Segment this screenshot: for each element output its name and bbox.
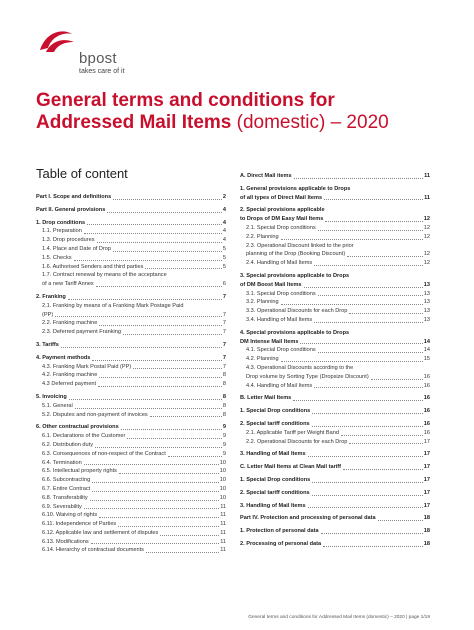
bpost-logo (36, 28, 166, 82)
toc-entry[interactable] (240, 373, 430, 382)
toc-entry[interactable] (36, 441, 226, 450)
toc-leader-dots (91, 543, 220, 544)
toc-entry-title: 2.3. Operational Discount linked to the prior (246, 242, 354, 249)
toc-entry-page: 13 (423, 316, 430, 323)
toc-entry-title: 6. Other contractual provisions (36, 424, 119, 431)
toc-entry-title: 5.2. Disputes and non-payment of invoices (42, 411, 148, 418)
toc-entry-title: (PP) (42, 311, 54, 318)
toc-entry-page: 7 (222, 341, 226, 348)
toc-entry-page: 11 (220, 538, 226, 545)
toc-entry[interactable] (240, 364, 430, 373)
toc-entry-title: 1.4. Place and Date of Drop (42, 245, 112, 252)
toc-entry[interactable] (36, 529, 226, 538)
toc-entry[interactable] (36, 254, 226, 263)
toc-leader-dots (92, 360, 221, 361)
toc-entry-page: 7 (222, 363, 226, 370)
toc-entry-title: 1.5. Checks (42, 254, 72, 261)
toc-entry[interactable] (36, 459, 226, 468)
toc-entry[interactable] (240, 329, 430, 338)
toc-entry-page: 9 (222, 450, 226, 457)
toc-entry[interactable] (240, 420, 430, 429)
toc-entry[interactable] (36, 271, 226, 280)
toc-entry-page: 13 (423, 290, 430, 297)
toc-entry[interactable] (240, 281, 430, 290)
toc-leader-dots (68, 299, 222, 300)
toc-entry-page: 7 (222, 293, 226, 300)
toc-entry-page: 8 (222, 411, 226, 418)
toc-entry[interactable] (36, 341, 226, 350)
toc-entry-page: 16 (423, 408, 430, 415)
toc-leader-dots (300, 343, 422, 344)
toc-leader-dots (92, 482, 219, 483)
toc-entry-title: 4.3. Franking Mark Postal Paid (PP) (42, 363, 132, 370)
toc-leader-dots (99, 517, 219, 518)
toc-leader-dots (281, 361, 423, 362)
toc-entry-title: 2.1. Applicable Tariff per Weight Band (246, 429, 339, 436)
toc-leader-dots (325, 221, 422, 222)
toc-entry-page: 11 (220, 547, 226, 554)
toc-entry[interactable] (36, 411, 226, 420)
toc-leader-dots (318, 230, 423, 231)
toc-entry[interactable] (240, 298, 430, 307)
toc-leader-dots (308, 456, 423, 457)
toc-entry[interactable] (240, 233, 430, 242)
toc-entry-title: 2. Special tariff conditions (240, 489, 310, 496)
toc-entry[interactable] (240, 206, 430, 215)
toc-entry[interactable] (240, 382, 430, 391)
toc-leader-dots (119, 473, 219, 474)
toc-entry[interactable] (36, 263, 226, 272)
toc-leader-dots (84, 233, 222, 234)
toc-entry[interactable] (36, 546, 226, 555)
toc-leader-dots (118, 526, 219, 527)
toc-entry[interactable] (240, 307, 430, 316)
toc-leader-dots (146, 552, 219, 553)
toc-entry[interactable] (240, 194, 430, 203)
toc-entry-title: 3. Handling of Mail Items (240, 451, 306, 458)
toc-leader-dots (160, 535, 219, 536)
toc-entry[interactable] (240, 450, 430, 459)
toc-entry-title: 4.2. Franking machine (42, 372, 98, 379)
toc-entry-title: 1. Special Drop conditions (240, 476, 311, 483)
toc-entry-title: 6.7. Entire Contract (42, 485, 91, 492)
toc-leader-dots (99, 325, 222, 326)
toc-entry-title: Drop volume by Sorting Type (Dropsize Discount) (246, 373, 369, 380)
toc-entry-page: 17 (423, 476, 430, 483)
toc-entry-page: 10 (219, 468, 226, 475)
toc-leader-dots (74, 260, 222, 261)
toc-entry[interactable] (36, 393, 226, 402)
toc-leader-dots (314, 265, 423, 266)
toc-leader-dots (378, 520, 423, 521)
toc-entry-page: 14 (423, 338, 430, 345)
toc-entry[interactable] (36, 293, 226, 302)
toc-leader-dots (123, 334, 222, 335)
page-footer: General terms and conditions for Addressed Mail Items (domestic) – 2020 | page 1/19 (248, 615, 430, 620)
toc-entry-title: 6.2. Distribution duty (42, 441, 93, 448)
toc-leader-dots (90, 500, 219, 501)
toc-entry-page: 10 (219, 459, 226, 466)
toc-leader-dots (99, 377, 222, 378)
toc-entry-page: 17 (423, 451, 430, 458)
toc-entry-page: 6 (222, 281, 226, 288)
toc-entry-page: 5 (222, 254, 226, 261)
brand-tagline: takes care of it (79, 68, 125, 75)
toc-entry-title: 3.4. Handling of Mail Items (246, 316, 313, 323)
toc-entry-page: 12 (423, 216, 430, 223)
toc-entry-title: of DM Boost Mail Items (240, 281, 302, 288)
toc-entry-title: planning of the Drop (Booking Discount) (246, 251, 346, 258)
toc-entry-title: 1.7. Contract renewal by means of the acceptance (42, 272, 167, 279)
toc-entry-page: 13 (423, 308, 430, 315)
toc-entry[interactable] (36, 450, 226, 459)
toc-leader-dots (95, 447, 222, 448)
toc-entry-page: 9 (222, 424, 226, 431)
toc-list-left (36, 193, 226, 555)
toc-entry[interactable] (36, 193, 226, 202)
toc-entry-page: 2 (222, 194, 226, 200)
toc-leader-dots (281, 304, 423, 305)
toc-entry-page: 12 (423, 224, 430, 231)
toc-entry[interactable] (240, 527, 430, 536)
toc-entry[interactable] (36, 227, 226, 236)
toc-entry-title: 2.4. Handling of Mail Items (246, 260, 313, 267)
toc-entry-title: 4. Special provisions applicable to Drops (240, 329, 350, 336)
toc-entry[interactable] (36, 494, 226, 503)
brand-name: bpost (79, 50, 117, 67)
toc-entry-page: 17 (423, 438, 430, 445)
toc-entry-title: 2.2. Operational Discounts for each Drop (246, 438, 348, 445)
toc-entry-title: of a new Tariff Annex (42, 281, 94, 288)
toc-entry-page: 18 (423, 528, 430, 535)
toc-leader-dots (341, 435, 423, 436)
toc-leader-dots (314, 387, 423, 388)
toc-entry-title: 2.2. Franking machine (42, 320, 98, 327)
toc-entry-title: 6.12. Applicable law and settlement of disputes (42, 529, 159, 536)
toc-entry[interactable] (36, 380, 226, 389)
toc-entry[interactable] (36, 432, 226, 441)
toc-entry[interactable] (36, 219, 226, 228)
toc-entry-page: 16 (423, 429, 430, 436)
toc-entry[interactable] (240, 338, 430, 347)
toc-entry[interactable] (240, 272, 430, 281)
toc-entry-page: 16 (423, 420, 430, 427)
toc-leader-dots (121, 429, 222, 430)
toc-leader-dots (145, 268, 222, 269)
bpost-horn-icon (36, 28, 76, 54)
toc-entry-title: 6.9. Severability (42, 503, 82, 510)
toc-entry-title: 6.5. Intellectual property rights (42, 468, 117, 475)
toc-entry-page: 14 (423, 347, 430, 354)
toc-heading: Table of content (36, 166, 128, 181)
toc-entry[interactable] (36, 319, 226, 328)
toc-entry[interactable] (240, 172, 430, 181)
toc-entry-page: 10 (219, 494, 226, 501)
toc-leader-dots (92, 491, 219, 492)
toc-entry-page: 8 (222, 372, 226, 379)
toc-leader-dots (84, 508, 219, 509)
toc-entry-title: 3.1. Special Drop conditions (246, 290, 316, 297)
toc-entry[interactable] (36, 302, 226, 311)
toc-leader-dots (343, 469, 423, 470)
toc-entry[interactable] (240, 502, 430, 511)
toc-entry[interactable] (240, 355, 430, 364)
toc-leader-dots (304, 287, 423, 288)
toc-entry[interactable] (36, 538, 226, 547)
toc-entry-title: 1.3. Drop procedures (42, 237, 95, 244)
toc-entry-title: A. Direct Mail items (240, 173, 292, 179)
toc-leader-dots (133, 368, 222, 369)
toc-entry-title: 4. Payment methods (36, 354, 91, 361)
toc-leader-dots (323, 546, 423, 547)
toc-entry-page: 7 (222, 329, 226, 336)
toc-entry[interactable] (36, 311, 226, 320)
toc-entry-title: 4.1. Special Drop conditions (246, 347, 316, 354)
toc-entry[interactable] (36, 354, 226, 363)
toc-entry[interactable] (36, 402, 226, 411)
toc-leader-dots (312, 413, 423, 414)
toc-leader-dots (61, 347, 222, 348)
toc-entry[interactable] (36, 511, 226, 520)
toc-entry[interactable] (240, 224, 430, 233)
toc-entry-page: 5 (222, 263, 226, 270)
toc-right-column (240, 168, 430, 549)
toc-entry[interactable] (240, 290, 430, 299)
toc-entry-page: 9 (222, 433, 226, 440)
toc-entry-page: 16 (423, 373, 430, 380)
toc-entry-title: 1. General provisions applicable to Drops (240, 185, 351, 192)
toc-entry-title: 3. Handling of Mail Items (240, 502, 306, 509)
toc-leader-dots (349, 313, 422, 314)
toc-entry[interactable] (240, 438, 430, 447)
toc-entry-page: 16 (423, 395, 430, 402)
toc-leader-dots (314, 322, 423, 323)
toc-entry-page: 12 (423, 260, 430, 267)
toc-entry-page: 18 (423, 515, 430, 522)
toc-leader-dots (308, 507, 423, 508)
toc-leader-dots (312, 426, 423, 427)
toc-entry[interactable] (36, 236, 226, 245)
toc-entry-title: C. Letter Mail Items at Clean Mail tariff (240, 464, 342, 471)
toc-entry-page: 4 (222, 206, 226, 213)
toc-leader-dots (321, 533, 423, 534)
toc-leader-dots (318, 352, 423, 353)
toc-entry-page: 8 (222, 381, 226, 388)
document-title (36, 90, 436, 134)
toc-entry[interactable] (240, 463, 430, 472)
toc-entry-title: 1.6. Authorised Senders and third parties (42, 263, 144, 270)
toc-entry-title: 6.11. Independence of Parties (42, 521, 117, 528)
toc-leader-dots (312, 482, 423, 483)
toc-entry-page: 10 (219, 485, 226, 492)
toc-entry-page: 7 (222, 311, 226, 318)
toc-entry[interactable] (240, 394, 430, 403)
toc-entry-page: 18 (423, 540, 430, 547)
toc-entry[interactable] (36, 423, 226, 432)
toc-entry-page: 8 (222, 402, 226, 409)
toc-entry[interactable] (36, 520, 226, 529)
toc-entry-title: 5.1. General (42, 402, 73, 409)
toc-entry-page: 8 (222, 393, 226, 400)
toc-entry[interactable] (240, 407, 430, 416)
toc-entry-page: 11 (220, 512, 226, 519)
toc-entry-title: Part IV. Protection and processing of personal data (240, 515, 376, 522)
toc-entry-title: 6.6. Subcontracting (42, 477, 91, 484)
toc-entry-title: 6.8. Transferability (42, 494, 88, 501)
toc-entry-title: 6.14. Hierarchy of contractual documents (42, 547, 144, 554)
toc-entry-page: 17 (423, 502, 430, 509)
toc-entry-page: 4 (222, 219, 226, 226)
toc-entry-title: 1.1. Preparation (42, 228, 82, 235)
toc-entry-page: 11 (424, 173, 430, 179)
toc-entry-title: 2.1. Special Drop conditions (246, 224, 316, 231)
toc-entry-title: 3. Tariffs (36, 341, 59, 348)
toc-leader-dots (168, 456, 222, 457)
toc-leader-dots (113, 199, 222, 200)
toc-entry-title: 5. Invoicing (36, 393, 67, 400)
toc-leader-dots (113, 251, 222, 252)
toc-entry-title: 6.4. Termination (42, 459, 82, 466)
toc-entry[interactable] (240, 476, 430, 485)
toc-entry[interactable] (36, 328, 226, 337)
toc-entry-page: 17 (423, 489, 430, 496)
toc-list-right (240, 172, 430, 549)
toc-entry[interactable] (240, 346, 430, 355)
toc-entry-page: 5 (222, 245, 226, 252)
toc-leader-dots (349, 443, 422, 444)
toc-entry-title: 2. Special tariff conditions (240, 420, 310, 427)
toc-entry-page: 13 (423, 299, 430, 306)
toc-leader-dots (107, 212, 222, 213)
toc-entry-title: 4.2. Planning (246, 356, 279, 363)
toc-entry-title: 2. Franking (36, 293, 66, 300)
toc-entry[interactable] (240, 185, 430, 194)
toc-entry-title: DM Intense Mail Items (240, 338, 299, 345)
toc-entry-page: 9 (222, 441, 226, 448)
toc-entry-title: 4.4. Handling of Mail Items (246, 382, 313, 389)
toc-entry-page: 10 (219, 477, 226, 484)
toc-leader-dots (293, 400, 422, 401)
toc-leader-dots (84, 464, 219, 465)
toc-leader-dots (347, 256, 423, 257)
toc-leader-dots (294, 178, 423, 179)
toc-leader-dots (97, 242, 222, 243)
toc-leader-dots (324, 199, 423, 200)
toc-entry[interactable] (240, 215, 430, 224)
toc-leader-dots (318, 295, 423, 296)
toc-entry[interactable] (240, 429, 430, 438)
toc-entry-title: 6.10. Waiving of rights (42, 512, 98, 519)
toc-entry-page: 11 (220, 521, 226, 528)
toc-leader-dots (55, 316, 222, 317)
toc-entry[interactable] (240, 259, 430, 268)
toc-entry-page: 11 (220, 503, 226, 510)
toc-entry[interactable] (36, 476, 226, 485)
toc-entry-title: Part I. Scope and definitions (36, 194, 112, 200)
toc-entry-page: 7 (222, 320, 226, 327)
toc-left-column (36, 166, 226, 555)
toc-entry-title: 6.13. Modifications (42, 538, 89, 545)
toc-entry-page: 12 (423, 251, 430, 258)
toc-entry-page: 4 (222, 228, 226, 235)
toc-entry-page: 12 (423, 233, 430, 240)
toc-entry[interactable] (36, 245, 226, 254)
toc-entry[interactable] (36, 467, 226, 476)
toc-entry[interactable] (36, 503, 226, 512)
toc-entry[interactable] (240, 489, 430, 498)
toc-entry-page: 17 (423, 464, 430, 471)
toc-entry[interactable] (36, 280, 226, 289)
toc-entry-title: 6.3. Consequences of non-respect of the Contract (42, 450, 166, 457)
toc-entry-page: 11 (220, 529, 226, 536)
toc-entry-title: 3.3. Operational Discounts for each Drop (246, 308, 348, 315)
toc-entry[interactable] (240, 250, 430, 259)
toc-entry-page: 16 (423, 382, 430, 389)
toc-entry-page: 13 (423, 281, 430, 288)
toc-leader-dots (150, 416, 222, 417)
toc-leader-dots (281, 239, 423, 240)
toc-entry-page: 15 (423, 356, 430, 363)
toc-leader-dots (87, 224, 222, 225)
toc-entry-title: 2. Special provisions applicable (240, 207, 325, 214)
toc-entry[interactable] (240, 316, 430, 325)
toc-entry-title: 1. Protection of personal data (240, 528, 319, 535)
toc-entry-title: to Drops of DM Easy Mail Items (240, 216, 324, 223)
toc-leader-dots (75, 408, 222, 409)
toc-entry-title: 2.3. Deferred payment Franking (42, 329, 121, 336)
toc-entry-title: 3.2. Planning (246, 299, 279, 306)
title-sub: (domestic) – 2020 (236, 112, 389, 133)
toc-entry-page: 11 (424, 194, 430, 201)
toc-entry[interactable] (36, 371, 226, 380)
toc-leader-dots (98, 386, 222, 387)
toc-entry[interactable] (240, 242, 430, 251)
toc-entry-title: Part II. General provisions (36, 206, 106, 213)
toc-entry-title: 1. Special Drop conditions (240, 408, 311, 415)
toc-leader-dots (312, 495, 423, 496)
toc-leader-dots (127, 438, 222, 439)
toc-entry-title: 1. Drop conditions (36, 219, 86, 226)
toc-entry-title: of all types of Direct Mail Items (240, 194, 323, 201)
toc-entry-title: 3. Special provisions applicable to Drops (240, 272, 350, 279)
toc-leader-dots (371, 379, 423, 380)
toc-entry-title: 2.1. Franking by means of a Franking Mark Postage Paid (42, 302, 184, 309)
toc-leader-dots (69, 399, 222, 400)
toc-entry-title: 2.2. Planning (246, 233, 279, 240)
toc-entry-page: 4 (222, 237, 226, 244)
toc-entry[interactable] (240, 514, 430, 523)
toc-entry[interactable] (36, 485, 226, 494)
title-main: General terms and conditions for Addressed Mail Items (36, 90, 335, 133)
toc-entry[interactable] (36, 206, 226, 215)
toc-entry[interactable] (36, 363, 226, 372)
toc-entry-title: 4.3 Deferred payment (42, 381, 97, 388)
toc-leader-dots (96, 286, 222, 287)
toc-entry[interactable] (240, 540, 430, 549)
toc-entry-title: B. Letter Mail Items (240, 395, 292, 402)
toc-entry-title: 2. Processing of personal data (240, 540, 322, 547)
toc-entry-title: 6.1. Declarations of the Customer (42, 433, 126, 440)
toc-entry-title: 4.3. Operational Discounts according to the (246, 364, 354, 371)
toc-entry-page: 7 (222, 354, 226, 361)
